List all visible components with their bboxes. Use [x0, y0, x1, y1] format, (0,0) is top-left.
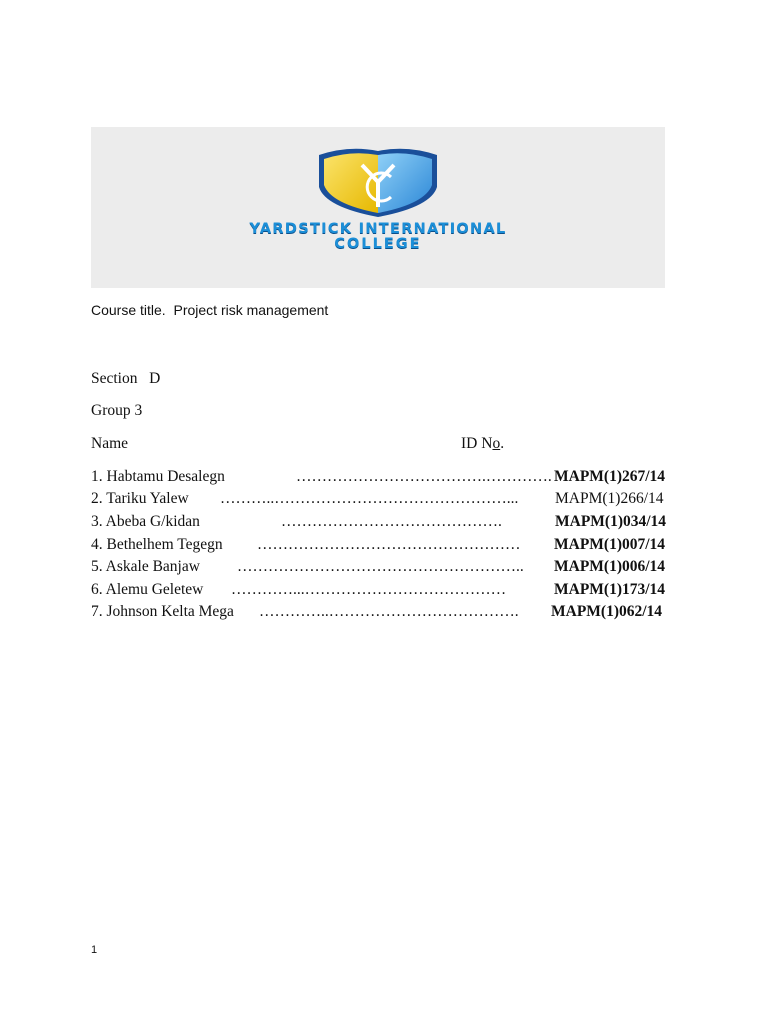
member-id: MAPM(1)006/14	[554, 558, 666, 575]
member-id: MAPM(1)007/14	[554, 536, 666, 553]
logo-title: YARDSTICK INTERNATIONAL	[249, 221, 507, 237]
member-row	[91, 490, 681, 512]
member-id: MAPM(1)266/14	[555, 490, 664, 507]
section-value: D	[149, 370, 161, 387]
member-left	[91, 513, 200, 531]
course-label: Course title.	[91, 302, 166, 318]
member-left	[91, 536, 223, 554]
member-id: MAPM(1)034/14	[555, 513, 667, 530]
course-value: Project risk management	[173, 302, 329, 318]
member-number: 7.	[91, 603, 103, 620]
member-name: Askale Banjaw	[105, 558, 200, 575]
member-row	[91, 603, 681, 625]
member-number: 3.	[91, 513, 103, 530]
member-row	[91, 513, 681, 535]
member-number: 4.	[91, 536, 103, 553]
member-left	[91, 558, 200, 576]
group-value: 3	[134, 402, 143, 419]
group-label: Group	[91, 402, 131, 419]
member-number: 2.	[91, 490, 103, 507]
id-header-underlined: o	[492, 435, 501, 452]
member-name: Johnson Kelta Mega	[106, 603, 234, 620]
member-dots: ……………………………………………	[257, 536, 521, 553]
member-dots: ………..………………………………………...	[220, 490, 519, 507]
member-name: Alemu Geletew	[105, 581, 204, 598]
id-header	[461, 435, 504, 453]
member-row	[91, 558, 681, 580]
section-label: Section	[91, 370, 138, 387]
id-header-prefix: ID N	[461, 435, 493, 452]
member-dots: …………………………………….	[281, 513, 502, 530]
member-number: 6.	[91, 581, 103, 598]
page-number: 1	[91, 944, 98, 956]
section-line	[91, 370, 160, 388]
member-number: 5.	[91, 558, 103, 575]
member-id: MAPM(1)267/14	[554, 468, 666, 485]
member-dots: …………...…………………………………	[231, 581, 507, 598]
member-name: Tariku Yalew	[106, 490, 189, 507]
member-left	[91, 603, 234, 621]
member-left	[91, 581, 203, 599]
college-logo	[91, 127, 665, 288]
member-id: MAPM(1)173/14	[554, 581, 666, 598]
member-row	[91, 468, 681, 490]
member-name: Bethelhem Tegegn	[106, 536, 223, 553]
member-name: Habtamu Desalegn	[106, 468, 225, 485]
member-id: MAPM(1)062/14	[551, 603, 663, 620]
member-row	[91, 536, 681, 558]
member-dots: ………………………………………………..	[237, 558, 524, 575]
shield-icon	[91, 127, 665, 288]
member-name: Abeba G/kidan	[105, 513, 200, 530]
member-dots: …………..……………………………….	[259, 603, 519, 620]
group-line	[91, 402, 142, 420]
member-dots: ……………………………….………….	[296, 468, 552, 485]
member-left	[91, 490, 189, 508]
id-header-suffix: .	[500, 435, 505, 452]
name-header: Name	[91, 435, 129, 452]
member-number: 1.	[91, 468, 103, 485]
logo-subtitle: COLLEGE	[334, 236, 422, 252]
member-row	[91, 581, 681, 603]
member-left	[91, 468, 225, 486]
course-title	[91, 302, 328, 318]
